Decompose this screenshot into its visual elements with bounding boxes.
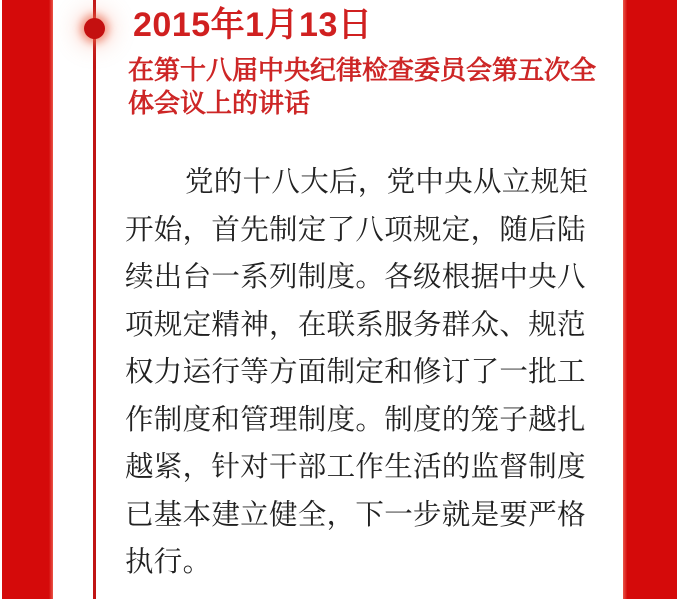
paragraph-line-4: 项规定精神，在联系服务群众、规范 xyxy=(125,308,586,341)
speech-paragraph xyxy=(125,159,600,587)
paragraph-line-6: 作制度和管理制度。制度的笼子越扎 xyxy=(125,403,586,436)
timeline-dot-icon xyxy=(84,18,105,39)
paragraph-line-8: 已基本建立健全，下一步就是要严格 xyxy=(125,498,586,531)
timeline-line xyxy=(93,0,96,599)
paragraph-line-2: 开始，首先制定了八项规定，随后陆 xyxy=(125,213,586,246)
date-heading: 2015年1月13日 xyxy=(133,6,373,44)
left-red-bar xyxy=(2,0,53,599)
speech-occasion-line-2: 体会议上的讲话 xyxy=(128,88,311,118)
speech-occasion-line-1: 在第十八届中央纪律检查委员会第五次全 xyxy=(128,55,597,85)
paragraph-line-9: 执行。 xyxy=(125,546,212,578)
paragraph-line-1: 党的十八大后，党中央从立规矩 xyxy=(185,166,589,198)
paragraph-line-5: 权力运行等方面制定和修订了一批工 xyxy=(125,356,586,388)
right-red-bar xyxy=(623,0,677,599)
paragraph-line-7: 越紧，针对干部工作生活的监督制度 xyxy=(125,451,586,483)
speech-occasion xyxy=(128,54,618,120)
paragraph-line-3: 续出台一系列制度。各级根据中央八 xyxy=(125,261,586,293)
